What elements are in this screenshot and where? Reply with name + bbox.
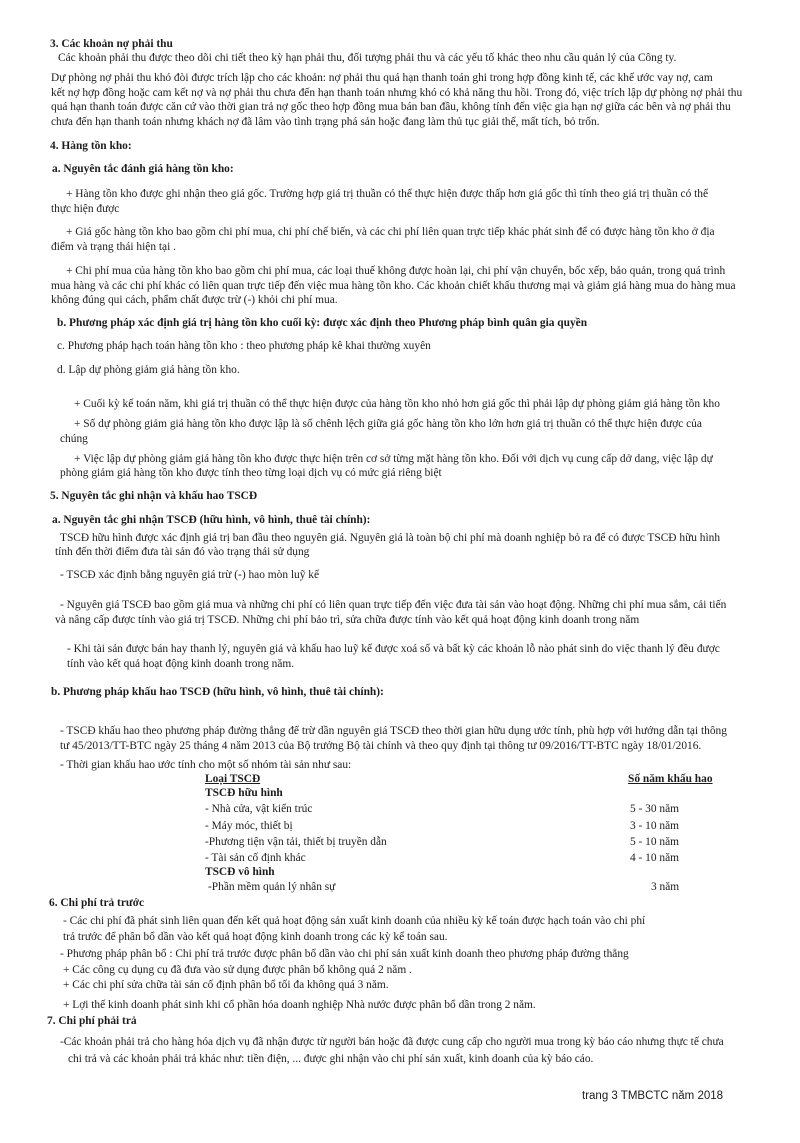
section-6-heading: 6. Chi phí trả trước [49, 897, 145, 909]
section-4c: c. Phương pháp hạch toán hàng tồn kho : theo phương pháp kê khai thường xuyên [57, 340, 431, 352]
table-row-name: - Máy móc, thiết bị [205, 820, 293, 832]
section-4d-item1: + Cuối kỳ kế toán năm, khi giá trị thuần có thể thực hiện được của hàng tồn kho nhỏ hơn giá gốc thì phải lập dự phòng giảm giá hàng tồn kho [74, 398, 720, 410]
table-header-years: Số năm khấu hao [628, 773, 713, 785]
section-5-heading: 5. Nguyên tắc ghi nhận và khấu hao TSCĐ [50, 490, 258, 502]
table-group-tangible: TSCĐ hữu hình [205, 787, 283, 799]
section-6-p2: - Phương pháp phân bổ : Chi phí trả trước được phân bổ dần vào chi phí sản xuất kinh doanh theo phương pháp đường thẳng [60, 948, 629, 960]
table-header-asset-type: Loại TSCĐ [205, 773, 261, 785]
table-row-name: - Nhà cửa, vật kiến trúc [205, 803, 313, 815]
section-4d-item3-line1: + Việc lập dự phòng giảm giá hàng tồn kho được thực hiện trên cơ sở từng mặt hàng tồn kho. Đối với dịch vụ cung cấp dở dang, việc lập dự [74, 453, 713, 465]
section-3-p2-line3: quá hạn thanh toán được căn cứ vào thời gian trả nợ gốc theo hợp đồng mua bán ban đầu, không tính đến việc gia hạn nợ giữa các bên và nợ phải thu [51, 101, 731, 113]
section-7-p1-line1: -Các khoản phải trả cho hàng hóa dịch vụ đã nhận được từ người bán hoặc đã được cung cấp cho người mua trong kỳ báo cáo nhưng thực tế chưa [60, 1036, 724, 1048]
section-4a-item1-line1: + Hàng tồn kho được ghi nhận theo giá gốc. Trường hợp giá trị thuần có thể thực hiện được thấp hơn giá gốc thì tính theo giá trị thuần có thể [66, 188, 709, 200]
section-3-paragraph-1: Các khoản phải thu được theo dõi chi tiết theo kỳ hạn phải thu, đối tượng phải thu và các yếu tố khác theo nhu cầu quản lý của Công ty. [58, 52, 677, 64]
table-row-name: -Phương tiện vận tải, thiết bị truyền dẫn [205, 836, 387, 848]
section-5b-heading: b. Phương pháp khấu hao TSCĐ (hữu hình, vô hình, thuê tài chính): [51, 686, 384, 698]
section-5a-item2: - TSCĐ xác định bằng nguyên giá trừ (-) hao mòn luỹ kế [60, 569, 320, 581]
section-4a-item3-line3: không đúng qui cách, phẩm chất được trừ (-) khỏi chi phí mua. [51, 294, 338, 306]
section-5a-item3-line1: - Nguyên giá TSCĐ bao gồm giá mua và những chi phí có liên quan trực tiếp đến việc đưa tài sản vào hoạt động. Những chi phí mua sắm, cải tiến [60, 599, 727, 611]
section-4a-item1-line2: thực hiện được [51, 203, 120, 215]
table-row-years: 3 năm [651, 881, 680, 893]
table-row-years: 5 - 30 năm [630, 803, 680, 815]
section-5a-item1-line1: TSCĐ hữu hình được xác định giá trị ban đầu theo nguyên giá. Nguyên giá là toàn bộ chi phí mà doanh nghiệp bỏ ra để có được TSCĐ hữu hình [60, 532, 721, 544]
section-3-p2-line4: chưa đến hạn thanh toán nhưng khách nợ đã lâm vào tình trạng phá sản hoặc đang làm thủ tục giải thể, mất tích, bỏ trốn. [51, 116, 600, 128]
section-4a-item3-line2: mua hàng và các chi phí khác có liên quan trực tiếp đến việc mua hàng tồn kho. Các khoản chiết khấu thương mại và giảm giá hàng mua do hàng mua [51, 280, 736, 292]
table-row-years: 3 - 10 năm [630, 820, 680, 832]
section-6-p4: + Các chi phí sửa chữa tài sản cố định phân bổ tối đa không quá 3 năm. [63, 979, 389, 991]
section-7-heading: 7. Chi phí phải trả [47, 1015, 137, 1027]
section-6-p1-line2: trả trước để phân bổ dần vào kết quả hoạt động kinh doanh trong các kỳ kế toán sau. [63, 931, 448, 943]
section-4d: d. Lập dự phòng giảm giá hàng tồn kho. [57, 364, 240, 376]
section-5a-item4-line2: tính vào kết quả hoạt động kinh doanh trong năm. [67, 658, 295, 670]
section-3-heading: 3. Các khoản nợ phải thu [50, 38, 173, 50]
table-row-name: -Phần mềm quản lý nhân sự [208, 881, 336, 893]
section-5b-item2: - Thời gian khấu hao ước tính cho một số nhóm tài sản như sau: [60, 759, 352, 771]
section-5b-item1-line2: tư 45/2013/TT-BTC ngày 25 tháng 4 năm 2013 của Bộ trưởng Bộ tài chính và theo quy định tại thông tư 09/2016/TT-BTC ngày 18/01/2016. [60, 740, 702, 752]
section-5a-item4-line1: - Khi tài sản được bán hay thanh lý, nguyên giá và khấu hao luỹ kế được xoá sổ và bất kỳ các khoản lỗ nào phát sinh do việc thanh lý đều được [67, 643, 720, 655]
section-4a-heading: a. Nguyên tắc đánh giá hàng tồn kho: [52, 163, 234, 175]
section-5b-item1-line1: - TSCĐ khấu hao theo phương pháp đường thẳng để trừ dần nguyên giá TSCĐ theo thời gian hữu dụng ước tính, phù hợp với hướng dẫn tại thông [60, 725, 727, 737]
section-6-p3: + Các công cụ dụng cụ đã đưa vào sử dụng được phân bổ không quá 2 năm . [63, 964, 412, 976]
section-5a-item1-line2: tính đến thời điểm đưa tài sản đó vào trạng thái sử dụng [55, 546, 310, 558]
section-4d-item3-line2: phòng giảm giá hàng tồn kho được tính theo từng loại dịch vụ có mức giá riêng biệt [60, 467, 442, 479]
section-6-p5: + Lợi thế kinh doanh phát sinh khi cổ phần hóa doanh nghiệp Nhà nước được phân bổ dần trong 2 năm. [63, 999, 536, 1011]
section-4-heading: 4. Hàng tồn kho: [50, 140, 132, 152]
table-row-name: - Tài sản cố định khác [205, 852, 306, 864]
table-row-years: 5 - 10 năm [630, 836, 680, 848]
section-3-p2-line2: kết nợ hợp đồng hoặc cam kết nợ và nợ phải thu chưa đến hạn thanh toán nhưng khó có khả năng thu hồi. Trong đó, việc trích lập dự phòng nợ phải thu [51, 87, 743, 99]
section-4a-item3-line1: + Chi phí mua của hàng tồn kho bao gồm chi phí mua, các loại thuế không được hoàn lại, chi phí vận chuyển, bốc xếp, bảo quản, trong quá trình [66, 265, 726, 277]
section-4b-heading: b. Phương pháp xác định giá trị hàng tồn kho cuối kỳ: được xác định theo Phương pháp bình quân gia quyền [57, 317, 588, 329]
section-6-p1-line1: - Các chi phí đã phát sinh liên quan đến kết quả hoạt động sản xuất kinh doanh của nhiều kỳ kế toán được hạch toán vào chi phí [63, 915, 646, 927]
table-group-intangible: TSCĐ vô hình [205, 866, 275, 878]
section-4a-item2-line2: điểm và trạng thái hiện tại . [51, 241, 176, 253]
section-4d-item2-line1: + Số dự phòng giảm giá hàng tồn kho được lập là số chênh lệch giữa giá gốc hàng tồn kho lớn hơn giá trị thuần có thể thực hiện được của [74, 418, 702, 430]
section-7-p1-line2: chi trả và các khoản phải trả khác như: tiền điện, ... được ghi nhận vào chi phí sản xuất, kinh doanh của kỳ báo cáo. [68, 1053, 594, 1065]
section-4d-item2-line2: chúng [60, 433, 88, 445]
section-5a-heading: a. Nguyên tắc ghi nhận TSCĐ (hữu hình, vô hình, thuê tài chính): [52, 514, 371, 526]
table-row-years: 4 - 10 năm [630, 852, 680, 864]
section-5a-item3-line2: và nâng cấp được tính vào giá trị TSCĐ. Những chi phí bảo trì, sửa chữa được tính vào kết quả hoạt động kinh doanh trong năm [55, 614, 640, 626]
section-3-p2-line1: Dự phòng nợ phải thu khó đòi được trích lập cho các khoản: nợ phải thu quá hạn thanh toán ghi trong hợp đồng kinh tế, các khế ước vay nợ, cam [51, 72, 713, 84]
page-footer: trang 3 TMBCTC năm 2018 [582, 1090, 724, 1102]
section-4a-item2-line1: + Giá gốc hàng tồn kho bao gồm chi phí mua, chi phí chế biến, và các chi phí liên quan trực tiếp khác phát sinh để có được hàng tồn kho ở địa [66, 226, 715, 238]
